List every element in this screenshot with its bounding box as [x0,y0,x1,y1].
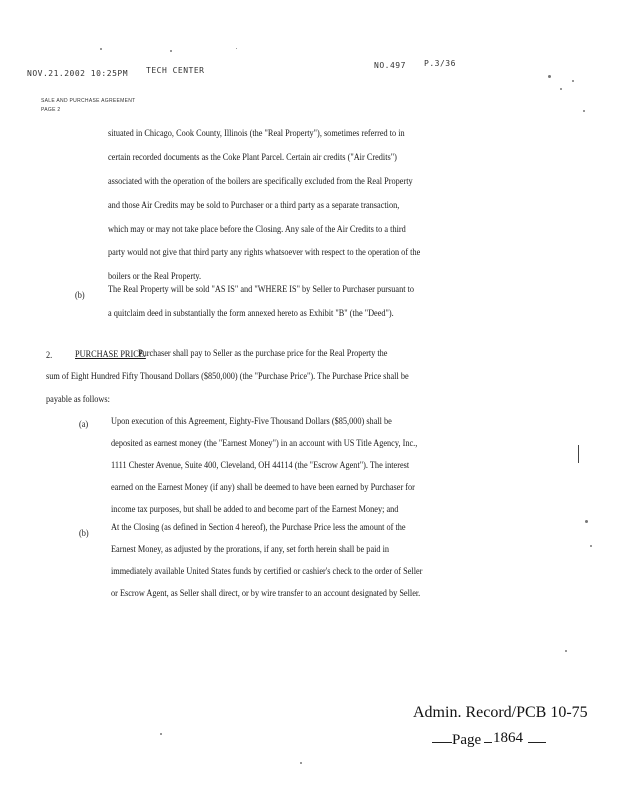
text-line: which may or may not take place before the Closing. Any sale of the Air Credits to a third [108,224,406,234]
text-line: a quitclaim deed in substantially the form annexed hereto as Exhibit "B" (the "Deed"). [108,308,394,318]
scan-speck [236,48,237,49]
scan-speck [170,50,172,52]
text-line: immediately available United States funds by certified or cashier's check to the order of Seller [111,566,423,576]
stamp-rule-left [432,742,452,743]
admin-record-stamp: Admin. Record/PCB 10-75 [413,704,588,721]
scan-mark [578,445,579,463]
fax-number: NO.497 [374,61,406,70]
scan-speck [160,733,162,735]
scan-speck [300,762,302,764]
fax-page-number: P.3/36 [424,59,456,68]
text-line: associated with the operation of the boilers are specifically excluded from the Real Property [108,176,413,186]
fax-sender: TECH CENTER [146,66,205,75]
text-line: party would not give that third party any rights whatsoever with respect to the operation of the [108,247,421,257]
section2-number: 2. [46,350,53,360]
scan-speck [560,88,562,90]
scan-speck [590,545,592,547]
text-line: The Real Property will be sold "AS IS" and "WHERE IS" by Seller to Purchaser pursuant to [108,284,415,294]
stamp-page-number: 1864 [493,730,523,746]
text-line: Earnest Money, as adjusted by the prorations, if any, set forth herein shall be paid in [111,544,390,554]
document-page-label: PAGE 2 [41,107,61,113]
text-line: Upon execution of this Agreement, Eighty-Five Thousand Dollars ($85,000) shall be [111,416,392,426]
scan-speck [583,110,585,112]
scan-speck [100,48,102,50]
text-line: and those Air Credits may be sold to Purchaser or a third party as a separate transaction, [108,200,400,210]
section1-b-marker: (b) [75,290,85,300]
text-line: boilers or the Real Property. [108,271,202,281]
text-line: situated in Chicago, Cook County, Illinois (the "Real Property"), sometimes referred to in [108,128,405,138]
text-line: At the Closing (as defined in Section 4 hereof), the Purchase Price less the amount of the [111,522,406,532]
text-line: or Escrow Agent, as Seller shall direct, or by wire transfer to an account designated by Seller. [111,588,421,598]
scan-speck [572,80,574,82]
text-line: 1111 Chester Avenue, Suite 400, Cleveland, OH 44114 (the "Escrow Agent"). The interest [111,460,410,470]
section2-b-marker: (b) [79,528,89,538]
document-title: SALE AND PURCHASE AGREEMENT [41,98,136,104]
fax-datetime: NOV.21.2002 10:25PM [27,69,129,78]
section2-heading: PURCHASE PRICE. [75,349,146,359]
scan-speck [548,75,551,78]
section2-a-marker: (a) [79,419,89,429]
text-line: earned on the Earnest Money (if any) shall be deemed to have been earned by Purchaser for [111,482,415,492]
stamp-rule-mid [484,742,492,743]
text-line: certain recorded documents as the Coke Plant Parcel. Certain air credits ("Air Credits") [108,152,397,162]
text-line: income tax purposes, but shall be added to and become part of the Earnest Money; and [111,504,399,514]
scan-speck [585,520,588,523]
stamp-page-label: Page [452,732,482,748]
text-line: sum of Eight Hundred Fifty Thousand Dollars ($850,000) (the "Purchase Price"). The Purchase Price shall be [46,371,409,381]
section2-intro-first: Purchaser shall pay to Seller as the purchase price for the Real Property the [138,348,388,358]
text-line: deposited as earnest money (the "Earnest Money") in an account with US Title Agency, Inc., [111,438,418,448]
scan-speck [565,650,567,652]
stamp-rule-right [528,742,546,743]
text-line: payable as follows: [46,394,110,404]
